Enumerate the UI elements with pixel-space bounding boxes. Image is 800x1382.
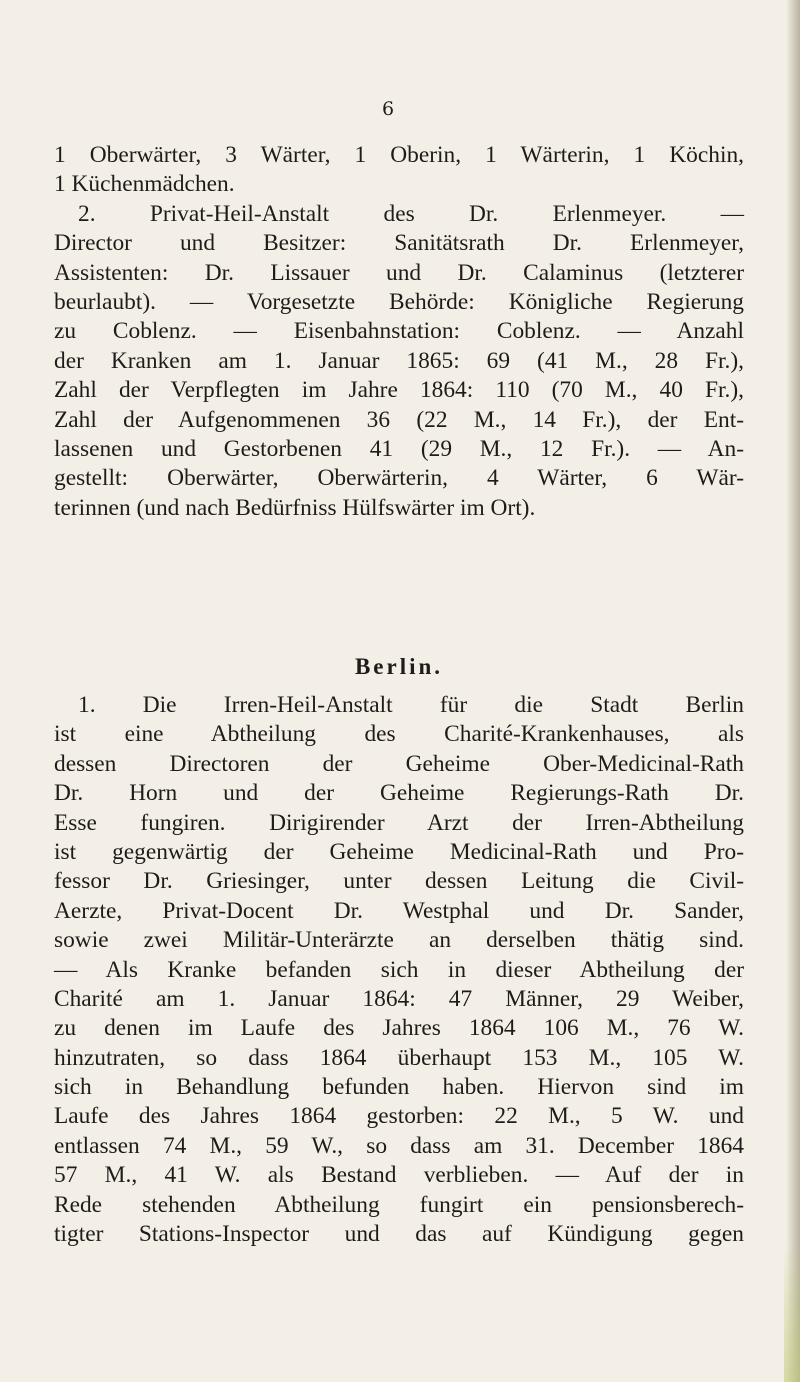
text-line: Assistenten: Dr. Lissauer und Dr. Calaminus (letzterer (54, 259, 744, 286)
text-line: Rede stehenden Abtheilung fungirt ein pensionsberech- (54, 1191, 744, 1218)
text-line: Aerzte, Privat-Docent Dr. Westphal und Dr. Sander, (54, 897, 744, 924)
text-line: 1 Küchenmädchen. (54, 171, 235, 198)
text-line: tigter Stations-Inspector und das auf Kündigung gegen (54, 1221, 744, 1248)
text-line: beurlaubt). — Vorgesetzte Behörde: Königliche Regierung (54, 288, 744, 315)
text-line: der Kranken am 1. Januar 1865: 69 (41 M., 28 Fr.), (54, 347, 744, 374)
text-line: lassenen und Gestorbenen 41 (29 M., 12 Fr.). — An- (54, 435, 744, 462)
text-line: entlassen 74 M., 59 W., so dass am 31. December 1864 (54, 1132, 744, 1159)
text-line: ist eine Abtheilung des Charité-Krankenhauses, als (54, 721, 744, 748)
section-heading: Berlin. (354, 654, 444, 679)
text-line: Dr. Horn und der Geheime Regierungs-Rath Dr. (54, 780, 744, 807)
text-line: 2. Privat-Heil-Anstalt des Dr. Erlenmeyer. — (78, 200, 744, 227)
text-line: gestellt: Oberwärter, Oberwärterin, 4 Wärter, 6 Wär- (54, 465, 744, 492)
section-berlin (54, 691, 744, 1249)
section-heading-wrap (54, 649, 744, 685)
text-line: Zahl der Verpflegten im Jahre 1864: 110 (70 M., 40 Fr.), (54, 377, 744, 404)
section-coblenz (54, 141, 744, 523)
text-line: Charité am 1. Januar 1864: 47 Männer, 29 Weiber, (54, 985, 744, 1012)
text-line: fessor Dr. Griesinger, unter dessen Leitung die Civil- (54, 868, 744, 895)
text-line: 1 Oberwärter, 3 Wärter, 1 Oberin, 1 Wärterin, 1 Köchin, (54, 142, 744, 168)
text-line: sich in Behandlung befunden haben. Hiervon sind im (54, 1074, 744, 1101)
text-line: zu denen im Laufe des Jahres 1864 106 M., 76 W. (54, 1015, 744, 1042)
text-line: sowie zwei Militär-Unterärzte an derselben thätig sind. (54, 927, 744, 954)
text-line: hinzutraten, so dass 1864 überhaupt 153 M., 105 W. (54, 1044, 744, 1071)
text-line: zu Coblenz. — Eisenbahnstation: Coblenz. — Anzahl (54, 318, 744, 345)
text-line: 1. Die Irren-Heil-Anstalt für die Stadt Berlin (78, 692, 744, 718)
text-line: Esse fungiren. Dirigirender Arzt der Irren-Abtheilung (54, 809, 744, 836)
text-line: Zahl der Aufgenommenen 36 (22 M., 14 Fr.), der Ent- (54, 406, 744, 433)
page-edge-stain (784, 1242, 800, 1382)
text-line: ist gegenwärtig der Geheime Medicinal-Rath und Pro- (54, 838, 744, 865)
text-line: — Als Kranke befanden sich in dieser Abtheilung der (54, 956, 744, 983)
page-number: 6 (382, 98, 395, 120)
page-edge-shadow (786, 0, 800, 1382)
text-line: 57 M., 41 W. als Bestand verblieben. — Auf der in (54, 1162, 744, 1189)
text-line: terinnen (und nach Bedürfniss Hülfswärter im Ort). (54, 494, 536, 521)
text-line: Director und Besitzer: Sanitätsrath Dr. Erlenmeyer, (54, 230, 744, 257)
text-line: dessen Directoren der Geheime Ober-Medicinal-Rath (54, 750, 744, 777)
text-line: Laufe des Jahres 1864 gestorben: 22 M., 5 W. und (54, 1103, 744, 1130)
